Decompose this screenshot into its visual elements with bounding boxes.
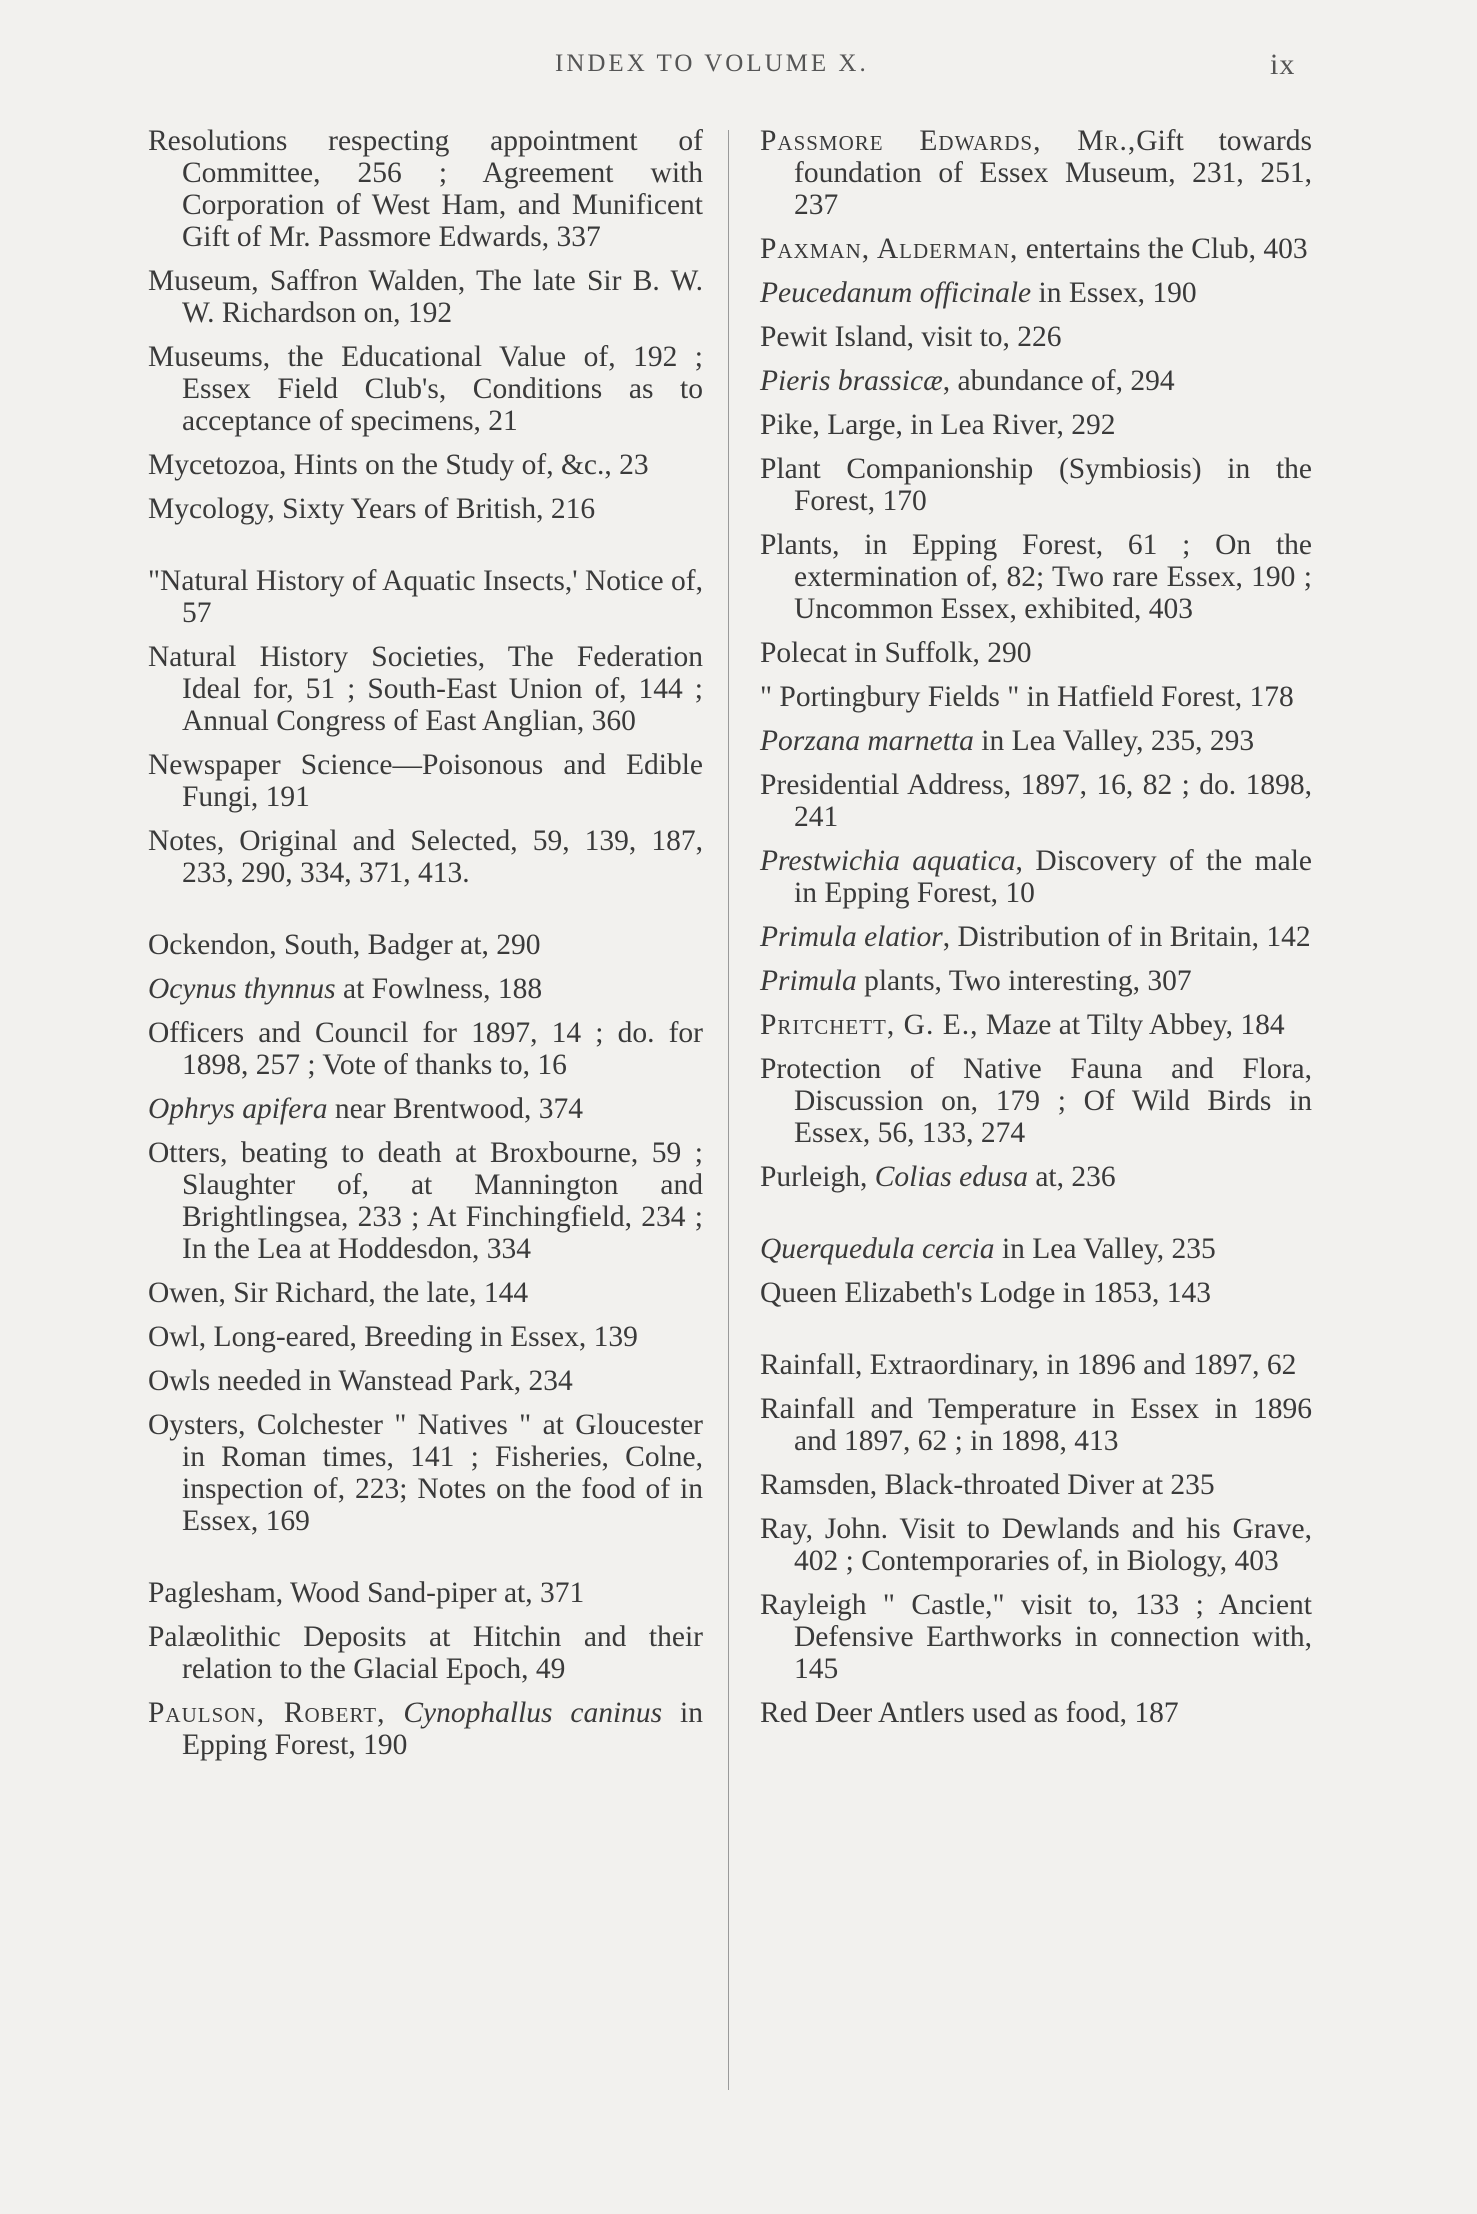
entry-text: Presidential Address, 1897, 16, 82 ; do. 1898, 241 xyxy=(760,769,1312,833)
section-gap xyxy=(760,1321,1312,1349)
index-entry xyxy=(760,453,1312,517)
entry-text: Museums, the Educational Value of, 192 ; Essex Field Club's, Conditions as to acceptance of specimens, 21 xyxy=(148,341,703,437)
entry-text: Mycetozoa, Hints on the Study of, &c., 23 xyxy=(148,449,649,481)
index-entry xyxy=(148,125,703,253)
index-entry xyxy=(148,565,703,629)
entry-text: Rayleigh " Castle," visit to, 133 ; Ancient Defensive Earthworks in connection with, 145 xyxy=(760,1589,1312,1685)
entry-text: Protection of Native Fauna and Flora, Discussion on, 179 ; Of Wild Birds in Essex, 56, 133, 274 xyxy=(760,1053,1312,1149)
entry-italic-term: Peucedanum officinale xyxy=(760,277,1032,309)
entry-text: Pike, Large, in Lea River, 292 xyxy=(760,409,1116,441)
entry-italic-term: Cynophallus caninus xyxy=(403,1697,663,1729)
entry-name: Paxman, Alderman, xyxy=(760,233,1019,265)
index-entry xyxy=(148,749,703,813)
index-entry xyxy=(760,1053,1312,1149)
entry-name: Paulson, Robert, xyxy=(148,1697,386,1729)
index-entry xyxy=(148,1577,703,1609)
entry-text: Pewit Island, visit to, 226 xyxy=(760,321,1062,353)
index-entry xyxy=(148,1697,703,1761)
entry-italic-term: Ophrys apifera xyxy=(148,1093,328,1125)
entry-text: in Epping Forest, 190 xyxy=(182,1697,704,1761)
index-entry xyxy=(148,641,703,737)
entry-text: in Lea Valley, 235 xyxy=(994,1233,1216,1265)
index-entry xyxy=(760,1161,1312,1193)
entry-name: Pritchett, G. E., xyxy=(760,1009,979,1041)
entry-text: Maze at Tilty Abbey, 184 xyxy=(978,1009,1285,1041)
entry-text: Queen Elizabeth's Lodge in 1853, 143 xyxy=(760,1277,1211,1309)
page-number: ix xyxy=(1270,48,1296,81)
index-entry xyxy=(760,921,1312,953)
index-entry xyxy=(148,1093,703,1125)
index-entry xyxy=(148,341,703,437)
index-entry xyxy=(760,725,1312,757)
entry-text: Museum, Saffron Walden, The late Sir B. W. W. Richardson on, 192 xyxy=(148,265,703,329)
entry-italic-term: Prestwichia aquatica xyxy=(760,845,1016,877)
index-entry xyxy=(760,409,1312,441)
entry-text: Resolutions respecting appointment of Committee, 256 ; Agreement with Corporation of West Ham, and Munificent Gift of Mr. Passmore Edwards, 337 xyxy=(148,125,703,253)
index-entry xyxy=(148,1409,703,1537)
entry-italic-term: Primula elatior xyxy=(760,921,943,953)
entry-text: , Distribution of in Britain, 142 xyxy=(942,921,1311,953)
entry-name: Passmore Edwards, Mr., xyxy=(760,125,1137,157)
index-entry xyxy=(760,1469,1312,1501)
section-gap xyxy=(148,901,703,929)
index-entry xyxy=(148,1277,703,1309)
index-entry xyxy=(760,1233,1312,1265)
entry-text: , abundance of, 294 xyxy=(942,365,1175,397)
entry-italic-term: Colias edusa xyxy=(874,1161,1028,1193)
index-entry xyxy=(148,929,703,961)
index-entry xyxy=(148,825,703,889)
entry-text: Paglesham, Wood Sand-piper at, 371 xyxy=(148,1577,585,1609)
index-entry xyxy=(760,1277,1312,1309)
index-entry xyxy=(760,769,1312,833)
column-divider xyxy=(728,130,729,2090)
entry-text: , Discovery of the male in Epping Forest, 10 xyxy=(794,845,1312,909)
index-entry xyxy=(760,529,1312,625)
index-entry xyxy=(148,449,703,481)
index-entry xyxy=(760,233,1312,265)
entry-text: entertains the Club, 403 xyxy=(1018,233,1308,265)
index-entry xyxy=(760,365,1312,397)
entry-text: Newspaper Science—Poisonous and Edible Fungi, 191 xyxy=(148,749,703,813)
entry-text: Natural History Societies, The Federation Ideal for, 51 ; South-East Union of, 144 ; Annual Congress of East Anglian, 360 xyxy=(148,641,703,737)
entry-text: Ray, John. Visit to Dewlands and his Grave, 402 ; Contemporaries of, in Biology, 403 xyxy=(760,1513,1312,1577)
entry-text: " Portingbury Fields " in Hatfield Forest, 178 xyxy=(760,681,1294,713)
index-entry xyxy=(760,681,1312,713)
entry-text: Polecat in Suffolk, 290 xyxy=(760,637,1032,669)
entry-text: Owl, Long-eared, Breeding in Essex, 139 xyxy=(148,1321,638,1353)
entry-text: Officers and Council for 1897, 14 ; do. for 1898, 257 ; Vote of thanks to, 16 xyxy=(148,1017,703,1081)
entry-text: Gift towards foundation of Essex Museum, 231, 251, 237 xyxy=(794,125,1312,221)
index-entry xyxy=(148,1017,703,1081)
index-entry xyxy=(760,1009,1312,1041)
index-entry xyxy=(148,1137,703,1265)
entry-italic-term: Primula xyxy=(760,965,857,997)
index-entry xyxy=(760,1513,1312,1577)
entry-text: Red Deer Antlers used as food, 187 xyxy=(760,1697,1179,1729)
index-entry xyxy=(148,1321,703,1353)
entry-text: near Brentwood, 374 xyxy=(327,1093,584,1125)
entry-text: Ramsden, Black-throated Diver at 235 xyxy=(760,1469,1215,1501)
entry-text: Mycology, Sixty Years of British, 216 xyxy=(148,493,596,525)
running-head xyxy=(0,50,1477,90)
entry-text: Oysters, Colchester " Natives " at Gloucester in Roman times, 141 ; Fisheries, Colne, inspection of, 223; Notes on the food of in Essex, 169 xyxy=(148,1409,703,1537)
entry-italic-term: Querquedula cercia xyxy=(760,1233,995,1265)
index-entry xyxy=(148,493,703,525)
entry-italic-term: Pieris brassicæ xyxy=(760,365,943,397)
section-gap xyxy=(148,1549,703,1577)
section-gap xyxy=(148,537,703,565)
entry-text: Notes, Original and Selected, 59, 139, 187, 233, 290, 334, 371, 413. xyxy=(148,825,703,889)
entry-text: Rainfall and Temperature in Essex in 1896 and 1897, 62 ; in 1898, 413 xyxy=(760,1393,1312,1457)
section-gap xyxy=(760,1205,1312,1233)
entry-text: in Lea Valley, 235, 293 xyxy=(973,725,1255,757)
index-entry xyxy=(760,277,1312,309)
index-entry xyxy=(760,1697,1312,1729)
entry-italic-term: Ocynus thynnus xyxy=(148,973,336,1005)
index-entry xyxy=(760,321,1312,353)
entry-text xyxy=(385,1697,403,1729)
index-entry xyxy=(148,1621,703,1685)
entry-text: "Natural History of Aquatic Insects,' Notice of, 57 xyxy=(148,565,703,629)
index-entry xyxy=(760,845,1312,909)
entry-text: Plants, in Epping Forest, 61 ; On the extermination of, 82; Two rare Essex, 190 ; Uncommon Essex, exhibited, 403 xyxy=(760,529,1312,625)
entry-text: Rainfall, Extraordinary, in 1896 and 1897, 62 xyxy=(760,1349,1297,1381)
entry-italic-term: Porzana marnetta xyxy=(760,725,974,757)
index-entry xyxy=(148,973,703,1005)
index-column-left xyxy=(148,125,703,1773)
entry-text: Plant Companionship (Symbiosis) in the Forest, 170 xyxy=(760,453,1312,517)
index-entry xyxy=(760,1349,1312,1381)
entry-text: at, 236 xyxy=(1027,1161,1116,1193)
entry-text: Palæolithic Deposits at Hitchin and their relation to the Glacial Epoch, 49 xyxy=(148,1621,703,1685)
running-title: INDEX TO VOLUME X. xyxy=(555,50,869,77)
entry-text: plants, Two interesting, 307 xyxy=(856,965,1192,997)
entry-text: Ockendon, South, Badger at, 290 xyxy=(148,929,541,961)
entry-text: Owen, Sir Richard, the late, 144 xyxy=(148,1277,529,1309)
entry-text: at Fowlness, 188 xyxy=(335,973,543,1005)
entry-text: Otters, beating to death at Broxbourne, 59 ; Slaughter of, at Mannington and Brightlingsea, 233 ; At Finchingfield, 234 ; In the Lea at Hoddesdon, 334 xyxy=(148,1137,703,1265)
index-entry xyxy=(760,125,1312,221)
index-entry xyxy=(760,1589,1312,1685)
index-entry xyxy=(148,1365,703,1397)
entry-text: Purleigh, xyxy=(760,1161,875,1193)
index-entry xyxy=(760,1393,1312,1457)
entry-text: in Essex, 190 xyxy=(1031,277,1197,309)
index-entry xyxy=(760,965,1312,997)
index-entry xyxy=(760,637,1312,669)
entry-text: Owls needed in Wanstead Park, 234 xyxy=(148,1365,573,1397)
index-entry xyxy=(148,265,703,329)
index-column-right xyxy=(760,125,1312,1741)
